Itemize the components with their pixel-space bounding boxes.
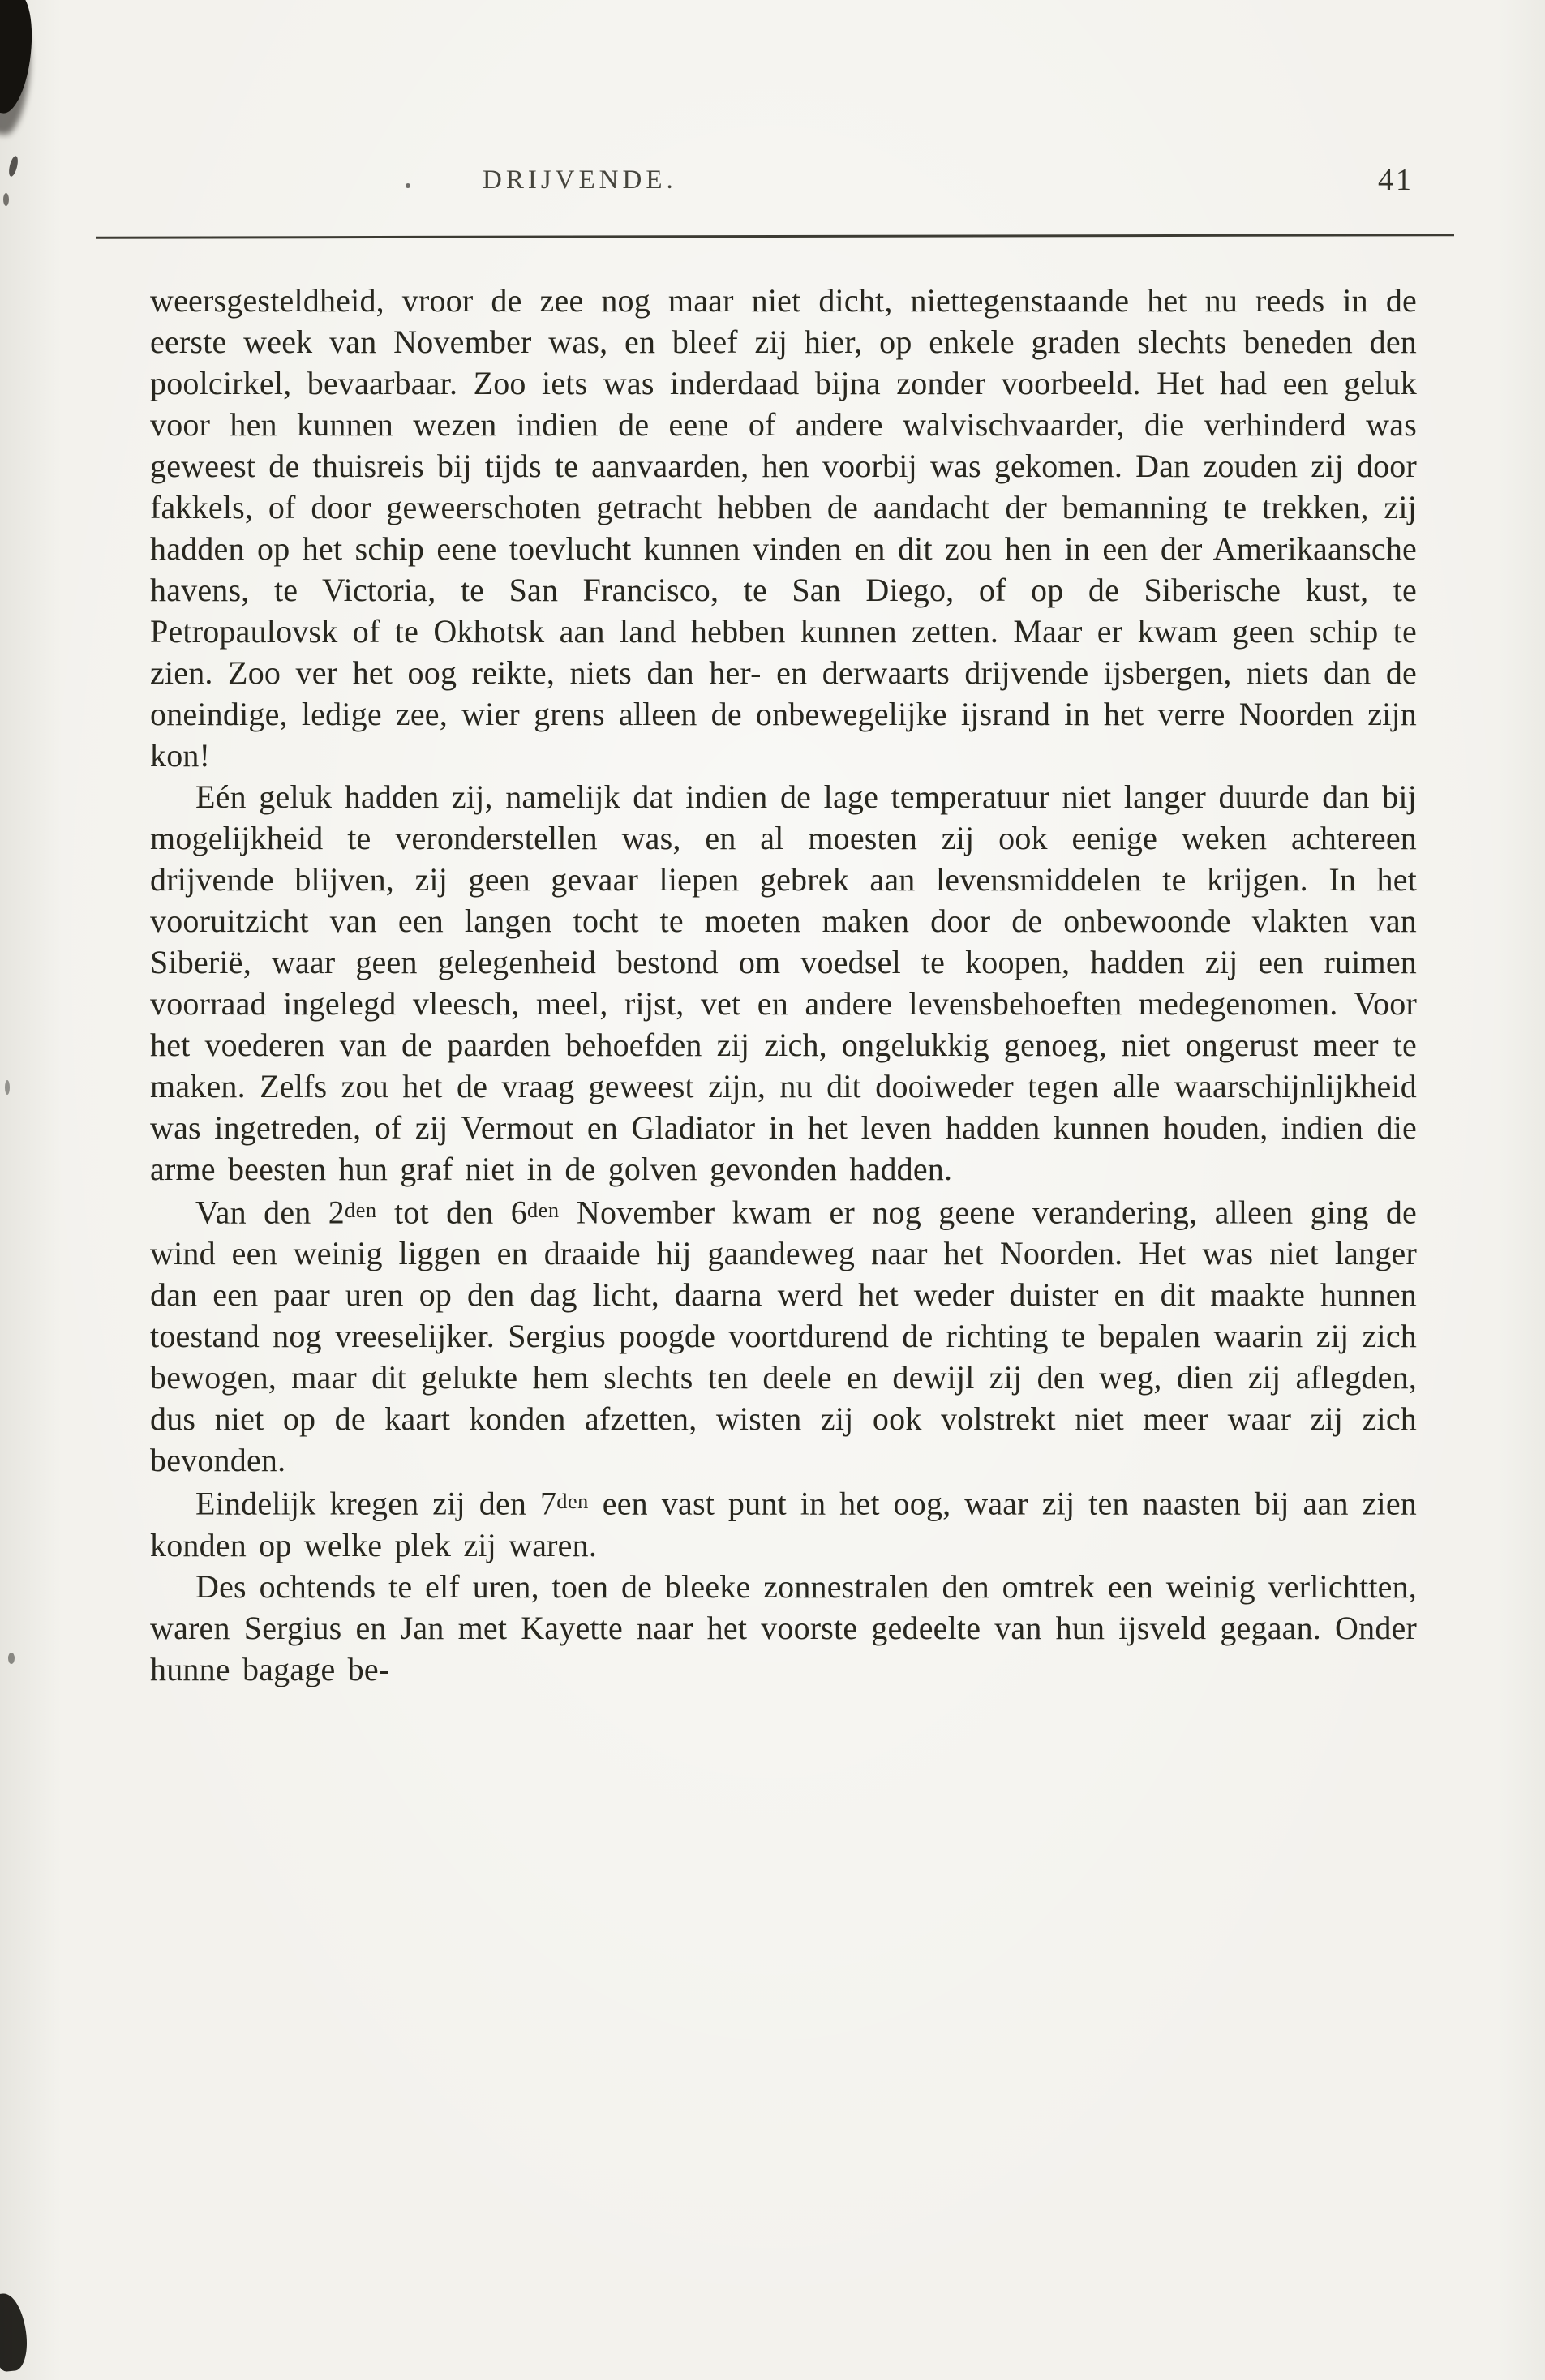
page-number: 41 [1378, 163, 1414, 197]
text-segment: Van den 2 [195, 1194, 345, 1231]
ink-smudge-top-left [0, 0, 39, 116]
ink-speck [5, 1080, 10, 1095]
ordinal-suffix: den [556, 1489, 589, 1514]
ink-speck [8, 1653, 15, 1664]
text-segment: weersgesteldheid, vroor de zee nog maar niet dicht, niettegenstaande het nu reeds in de eerste week van November was, en bleef zij hier, op enkele graden slechts beneden den poolcirkel, bevaarbaar. Zoo iets was inderdaad bijna zonder voorbeeld. Het had een geluk voor hen kunnen wezen indien de eene of andere walvischvaarder, die verhinderd was geweest de thuisreis bij tijds te aanvaarden, hen voorbij was gekomen. Dan zouden zij door fakkels, of door geweerschoten getracht hebben de aandacht der bemanning te trekken, zij hadden op het schip eene toevlucht kunnen vinden en dit zou hen in een der Amerikaansche havens, te Victoria, te San Francisco, te San Diego, of op de Siberische kust, te Petropaulovsk of te Okhotsk aan land hebben kunnen zetten. Maar er kwam geen schip te zien. Zoo ver het oog reikte, niets dan her- en derwaarts drijvende ijsbergen, niets dan de oneindige, ledige zee, wier grens alleen de onbewegelijke ijsrand in het verre Noorden zijn kon! [150, 282, 1417, 774]
text-segment: een vast punt in het oog, waar zij ten naasten bij aan zien konden op welke plek zij waren. [150, 1485, 1417, 1563]
ink-speck [7, 155, 19, 177]
text-segment: tot den 6 [376, 1194, 527, 1231]
paragraph [150, 1566, 1417, 1690]
text-segment: November kwam er nog geene verandering, alleen ging de wind een weinig liggen en draaide hij gaandeweg naar het Noorden. Het was niet langer dan een paar uren op den dag licht, daarna werd het weder duister en dit maakte hunnen toestand nog vreeselijker. Sergius poogde voortdurend de richting te bepalen waarin zij zich bewogen, maar dit gelukte hem slechts ten deele en dewijl zij den weg, dien zij aflegden, dus niet op de kaart konden afzetten, wisten zij ook volstrekt niet meer waar zij zich bevonden. [150, 1194, 1417, 1479]
text-segment: Des ochtends te elf uren, toen de bleeke zonnestralen den omtrek een weinig verlichtten, waren Sergius en Jan met Kayette naar het voorste gedeelte van hun ijsveld gegaan. Onder hunne bagage be- [150, 1567, 1417, 1687]
paragraph [150, 1481, 1417, 1565]
running-title: DRIJVENDE. [483, 165, 677, 195]
text-segment: Eén geluk hadden zij, namelijk dat indien de lage temperatuur niet langer duurde dan bij mogelijkheid te veronderstellen was, en al moesten zij ook eenige weken achtereen drijvende blijven, zij geen gevaar liepen gebrek aan levensmiddelen te krijgen. In het vooruitzicht van een langen tocht te moeten maken door de onbewoonde vlakten van Siberië, waar geen gelegenheid bestond om voedsel te koopen, hadden zij een ruimen voorraad ingelegd vleesch, meel, rijst, vet en andere levensbehoeften medegenomen. Voor het voederen van de paarden behoefden zij zich, ongelukkig genoeg, niet ongerust meer te maken. Zelfs zou het de vraag geweest zijn, nu dit dooiweder tegen alle waarschijnlijkheid was ingetreden, of zij Vermout en Gladiator in het leven hadden kunnen houden, indien die arme beesten hun graf niet in de golven gevonden hadden. [150, 778, 1417, 1187]
ordinal-suffix: den [526, 1198, 560, 1222]
header-rule [96, 234, 1454, 239]
page-header [150, 161, 1415, 199]
ordinal-suffix: den [345, 1198, 377, 1222]
text-segment: Eindelijk kregen zij den 7 [195, 1485, 557, 1522]
ink-speck [3, 193, 9, 206]
paragraph [150, 776, 1417, 1190]
paragraph [150, 280, 1417, 776]
paragraph [150, 1190, 1417, 1481]
page-text [150, 280, 1417, 1690]
ink-smudge-bottom-left [0, 2292, 30, 2373]
